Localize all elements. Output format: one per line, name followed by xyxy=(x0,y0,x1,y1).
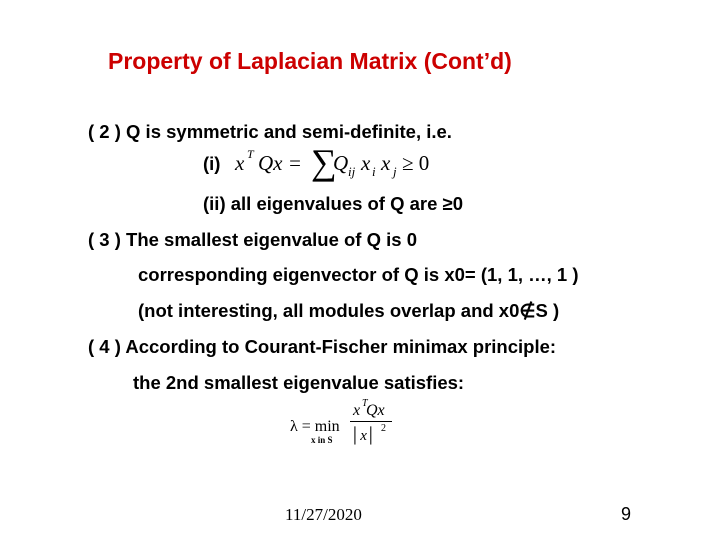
formula-transpose-sup: T xyxy=(247,147,254,161)
item-4-text: ( 4 ) According to Courant-Fischer minimax principle: xyxy=(88,336,557,357)
formula-numerator-sup: T xyxy=(362,398,368,409)
formula-qx-eq: Qx = xyxy=(258,151,302,175)
formula-denominator-sup: 2 xyxy=(381,423,386,434)
formula-x: x xyxy=(235,151,245,175)
formula-xi: x xyxy=(361,151,371,175)
item-3-text: ( 3 ) The smallest eigenvalue of Q is 0 xyxy=(88,229,417,250)
formula-j-sub: j xyxy=(393,164,397,179)
item-3-line-2: corresponding eigenvector of Q is x0= (1, 1, …, 1 ) xyxy=(138,264,579,285)
slide-title: Property of Laplacian Matrix (Cont’d) xyxy=(108,48,512,74)
formula-fraction-bar xyxy=(350,421,392,422)
formula-numerator-qx: Qx xyxy=(366,402,385,419)
formula-denominator: │x│ xyxy=(351,428,377,444)
item-2-sub-i-label: (i) xyxy=(203,153,221,174)
item-2-text: ( 2 ) Q is symmetric and semi-definite, i.e. xyxy=(88,121,452,142)
formula-q: Q xyxy=(333,151,349,175)
formula-under-min: x in S xyxy=(311,435,333,445)
footer-date: 11/27/2020 xyxy=(285,505,362,524)
page-number: 9 xyxy=(621,504,632,524)
item-2-sub-ii: (ii) all eigenvalues of Q are ≥0 xyxy=(203,193,463,214)
item-3-line-3: (not interesting, all modules overlap and x0∉S ) xyxy=(138,300,560,321)
formula-xj: x xyxy=(381,151,391,175)
formula-ij-sub: ij xyxy=(348,164,356,179)
formula-lambda-min: λ = min xyxy=(290,418,340,435)
formula-geq-zero: ≥ 0 xyxy=(402,151,430,175)
formula-i-sub: i xyxy=(372,164,376,179)
formula-numerator-x: x xyxy=(353,402,361,419)
formula-sigma: ∑ xyxy=(311,142,337,182)
item-4-line-2: the 2nd smallest eigenvalue satisfies: xyxy=(133,372,465,393)
